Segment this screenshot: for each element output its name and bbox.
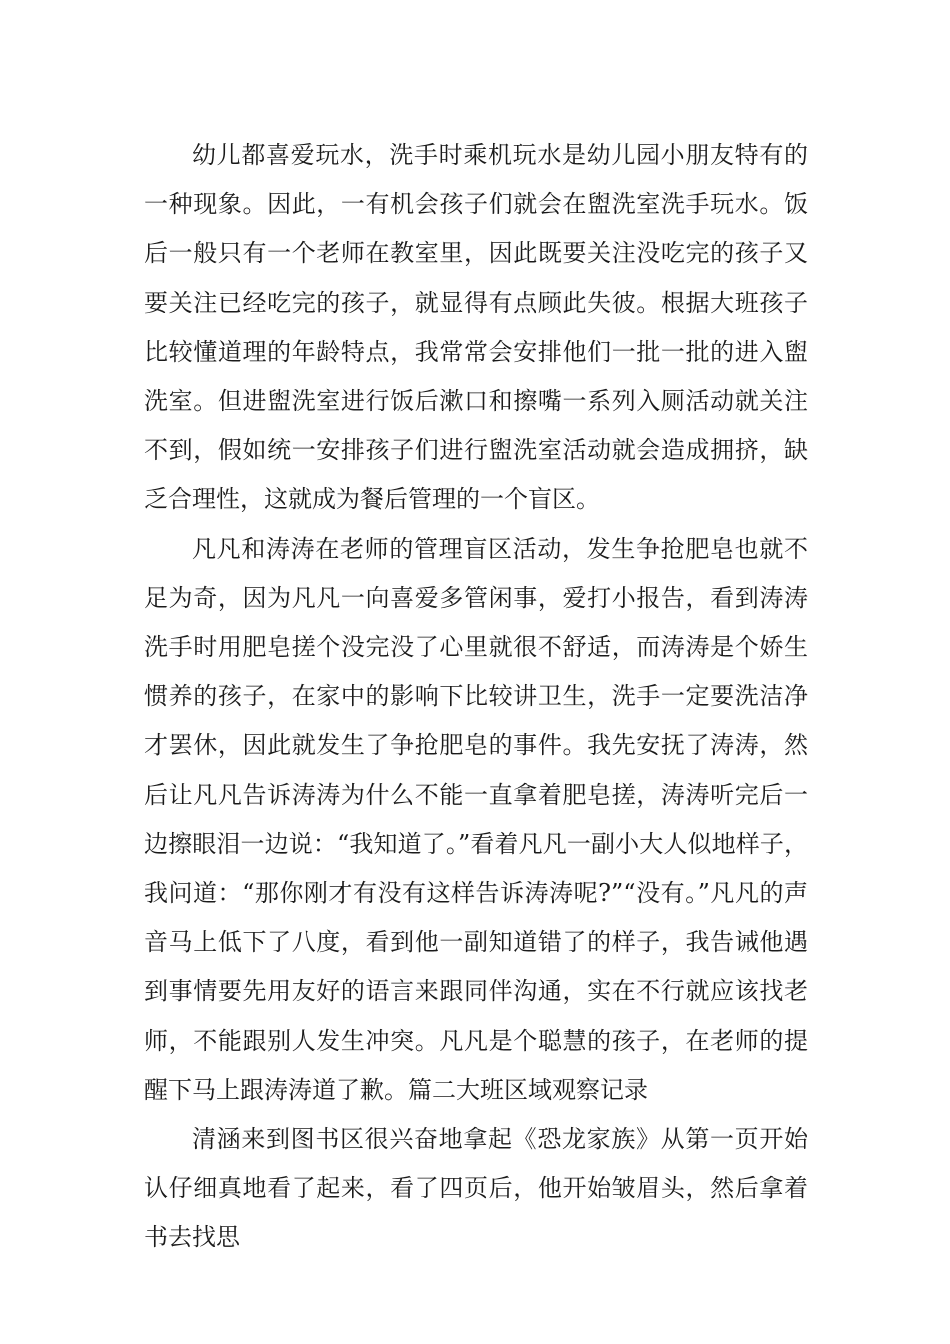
paragraph-2: 凡凡和涛涛在老师的管理盲区活动，发生争抢肥皂也就不足为奇，因为凡凡一向喜爱多管闲事，爱打小报告，看到涛涛洗手时用肥皂搓个没完没了心里就很不舒适，而涛涛是个娇生惯养的孩子，在家中的影响下比较讲卫生，洗手一定要洗洁净才罢休，因此就发生了争抢肥皂的事件。我先安抚了涛涛，然后让凡凡告诉涛涛为什么不能一直拿着肥皂搓，涛涛听完后一边擦眼泪一边说：“我知道了。”看着凡凡一副小大人似地样子，我问道：“那你刚才有没有这样告诉涛涛呢?”“没有。”凡凡的声音马上低下了八度，看到他一副知道错了的样子，我告诫他遇到事情要先用友好的语言来跟同伴沟通，实在不行就应该找老师，不能跟别人发生冲突。凡凡是个聪慧的孩子，在老师的提醒下马上跟涛涛道了歉。篇二大班区域观察记录 (144, 534, 808, 1104)
document-body (144, 131, 808, 1263)
paragraph-1: 幼儿都喜爱玩水，洗手时乘机玩水是幼儿园小朋友特有的一种现象。因此，一有机会孩子们就会在盥洗室洗手玩水。饭后一般只有一个老师在教室里，因此既要关注没吃完的孩子又要关注已经吃完的孩子，就显得有点顾此失彼。根据大班孩子比较懂道理的年龄特点，我常常会安排他们一批一批的进入盥洗室。但进盥洗室进行饭后漱口和擦嘴一系列入厕活动就关注不到，假如统一安排孩子们进行盥洗室活动就会造成拥挤，缺乏合理性，这就成为餐后管理的一个盲区。 (144, 141, 808, 514)
paragraph-3: 清涵来到图书区很兴奋地拿起《恐龙家族》从第一页开始认仔细真地看了起来，看了四页后，他开始皱眉头，然后拿着书去找思 (144, 1125, 808, 1252)
